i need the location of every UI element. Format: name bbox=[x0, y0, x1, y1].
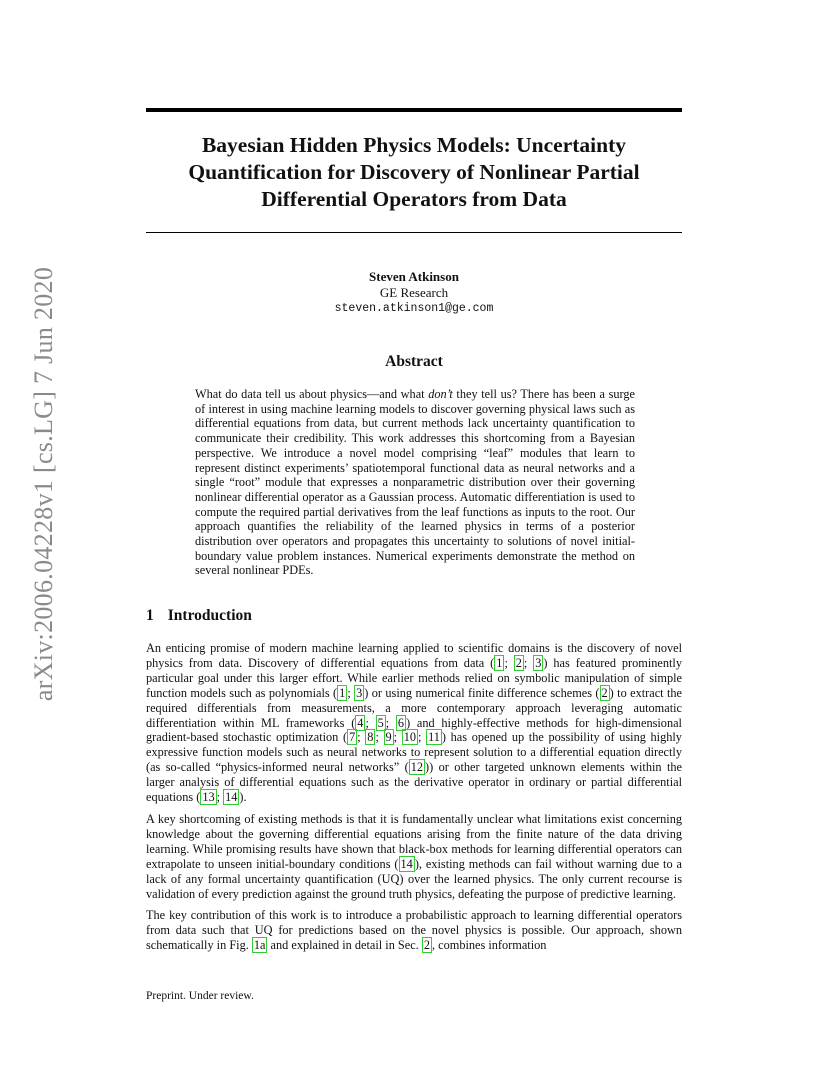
intro-text: ) to extract the required differentials from measurements, a more contemporary approach leveraging automatic differentiation within ML frameworks ( bbox=[146, 685, 682, 730]
author-email: steven.atkinson1@ge.com bbox=[334, 302, 494, 315]
citation-link[interactable]: 8 bbox=[367, 730, 374, 745]
citation-link[interactable]: 7 bbox=[349, 730, 356, 745]
citation-link[interactable]: 14 bbox=[225, 790, 238, 805]
intro-text: ) or using numerical finite difference schemes ( bbox=[364, 685, 600, 700]
citation-link[interactable]: 3 bbox=[535, 655, 542, 670]
intro-text: and explained in detail in Sec. bbox=[267, 938, 422, 953]
abstract-rest: they tell us? There has been a surge of interest in using machine learning models to discover governing physical laws such as differential equations from data, but current methods lack uncertainty quantification to communicate their credibility. This work addresses this shortcoming from a Bayesian perspective. We introduce a novel model comprising “leaf” modules that learn to represent distinct experiments’ spatiotemporal functional data as neural networks and a single “root” module that expresses a nonparametric distribution over their governing nonlinear differential operator as a Gaussian process. Automatic differentiation is used to compute the required partial derivatives from the leaf functions as inputs to the root. Our approach quantifies the reliability of the learned physics in terms of a posterior distribution over operators and propagates this uncertainty to solutions of novel initial-boundary value problem instances. Numerical experiments demonstrate the method on several nonlinear PDEs. bbox=[195, 387, 635, 578]
author-affiliation: GE Research bbox=[379, 285, 449, 300]
citation-link[interactable]: 1 bbox=[339, 685, 346, 700]
section-heading bbox=[146, 607, 252, 625]
introduction-body bbox=[146, 641, 682, 960]
intro-paragraph-1: An enticing promise of modern machine learning applied to scientific domains is the discovery of novel physics from data. Discovery of differential equations from data ( 1 ; 2 ; 3 ) has featured prominently particular goal under this larger effort. While earlier methods relied on symbolic manipulation of simple function models such as polynomials ( 1 ; 3 ) or using numerical finite difference schemes ( 2 ) to extract the required differentials from measurements, a more contemporary approach leveraging automatic differentiation within ML frameworks ( 4 ; 5 ; 6 ) and highly-effective methods for high-dimensional gradient-based stochastic optimization ( 7 ; 8 ; 9 ; 10 ; 11 ) has opened up the possibility of using highly expressive function models such as neural networks to represent solution to a differential equation directly (as so-called “physics-informed neural networks” ( 12 )) or other targeted unknown elements within the larger analysis of differential equations such as the derivative operator in ordinary or partial differential equations ( 13 ; 14 ). bbox=[146, 641, 682, 805]
intro-text: ) and highly-effective methods for high-dimensional gradient-based stochastic optimization ( bbox=[146, 715, 682, 745]
figure-reference-link[interactable]: 1a bbox=[253, 938, 266, 953]
intro-text: The key contribution of this work is to introduce a probabilistic approach to learning differential operators from data such that UQ for predictions based on the novel physics is possible. Our approach, shown schematically in Fig. bbox=[146, 908, 682, 953]
citation-link[interactable]: 2 bbox=[601, 685, 608, 700]
citation-link[interactable]: 14 bbox=[400, 856, 413, 871]
citation-link[interactable]: 10 bbox=[403, 730, 417, 745]
citation-link[interactable]: 5 bbox=[377, 715, 384, 730]
intro-paragraph-3 bbox=[146, 908, 682, 953]
abstract-lead: What do data tell us about physics—and what bbox=[195, 387, 429, 401]
title-top-rule bbox=[146, 108, 682, 112]
arxiv-identifier: arXiv:2006.04228v1 [cs.LG] 7 Jun 2020 bbox=[29, 266, 58, 702]
citation-link[interactable]: 9 bbox=[385, 730, 392, 745]
section-reference-link[interactable]: 2 bbox=[423, 938, 430, 953]
citation-link[interactable]: 11 bbox=[428, 730, 440, 745]
intro-paragraph-2 bbox=[146, 812, 682, 901]
section-title: Introduction bbox=[167, 607, 252, 624]
abstract-emphasis: don’t bbox=[428, 387, 453, 401]
author-block bbox=[146, 269, 682, 317]
section-number: 1 bbox=[146, 607, 154, 624]
author-name: Steven Atkinson bbox=[369, 269, 459, 284]
intro-text: An enticing promise of modern machine learning applied to scientific domains is the discovery of novel physics from data. Discovery of differential equations from data ( bbox=[146, 641, 682, 670]
intro-text: ), existing methods can fail without warning due to a lack of any formal uncertainty quantification (UQ) over the learned physics. The only current recourse is validation of every prediction against the ground truth physics, defeating the purpose of predictive learning. bbox=[146, 856, 683, 901]
citation-link[interactable]: 6 bbox=[397, 715, 405, 730]
abstract-body bbox=[195, 387, 635, 578]
intro-text: A key shortcoming of existing methods is that it is fundamentally unclear what limitations exist concerning knowledge about the governing differential equations arising from the finite nature of the data driving learning. While promising results have shown that black-box methods for learning differential operators can extrapolate to unseen initial-boundary conditions ( bbox=[146, 811, 682, 871]
citation-link[interactable]: 13 bbox=[202, 790, 215, 805]
intro-text: ) has featured prominently particular goal under this larger effort. While earlier methods relied on symbolic manipulation of simple function models such as polynomials ( bbox=[146, 655, 682, 700]
footer-note: Preprint. Under review. bbox=[146, 990, 254, 1002]
citation-link[interactable]: 4 bbox=[357, 715, 364, 730]
title-bottom-rule bbox=[146, 232, 682, 233]
abstract-heading: Abstract bbox=[385, 353, 443, 370]
citation-link[interactable]: 3 bbox=[356, 685, 363, 700]
citation-link[interactable]: 12 bbox=[410, 760, 424, 775]
intro-text: , combines information bbox=[432, 938, 547, 953]
citation-link[interactable]: 1 bbox=[496, 655, 503, 670]
intro-text: ). bbox=[239, 790, 247, 805]
citation-link[interactable]: 2 bbox=[515, 655, 522, 670]
intro-text: )) or other targeted unknown elements within the larger analysis of differential equations such as the derivative operator in ordinary or partial differential equations ( bbox=[146, 760, 682, 805]
intro-text: ) has opened up the possibility of using highly expressive function models such as neural networks to represent solution to a differential equation directly (as so-called “physics-informed neural networks” ( bbox=[146, 730, 682, 775]
paper-title: Bayesian Hidden Physics Models: Uncertainty Quantification for Discovery of Nonlinear Partial Differential Operators from Data bbox=[188, 133, 640, 211]
